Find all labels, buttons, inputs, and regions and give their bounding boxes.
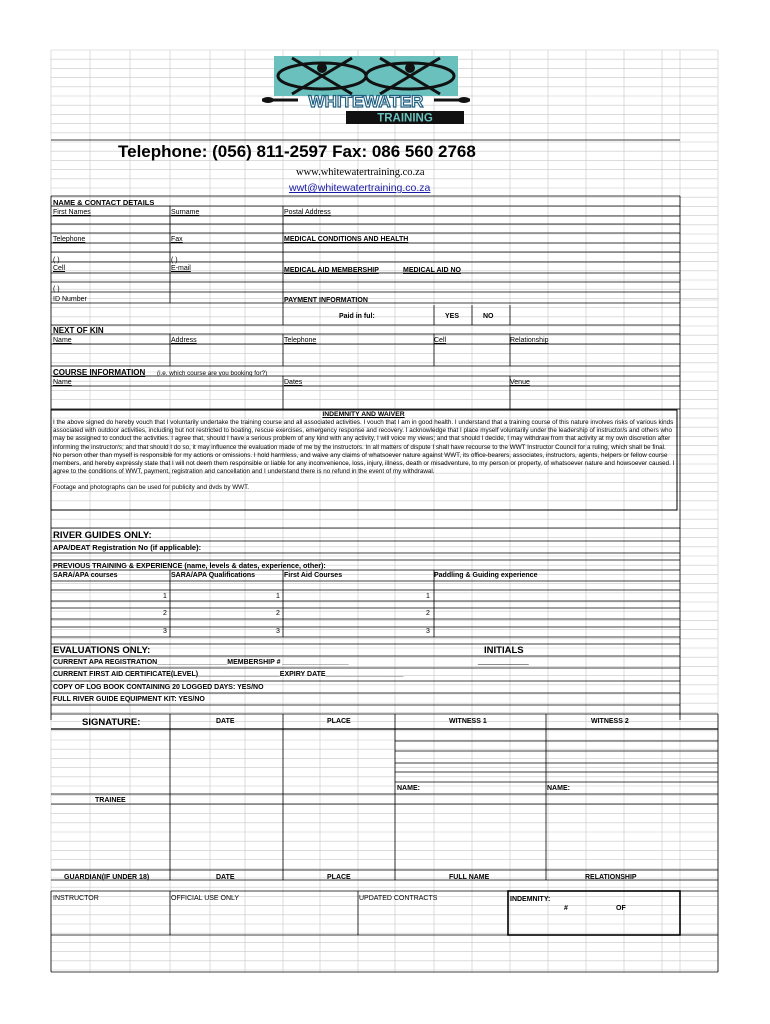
date-label: DATE xyxy=(216,718,235,725)
paid-yes-option[interactable]: YES xyxy=(445,313,460,320)
kin-address-label: Address xyxy=(171,337,197,344)
course-note: (i.e. which course are you booking for?) xyxy=(157,370,268,377)
row-number: 3 xyxy=(276,628,280,635)
paid-no-option[interactable]: NO xyxy=(483,313,494,320)
email-link[interactable]: wwt@whitewatertraining.co.za xyxy=(289,182,431,194)
initials-line[interactable]: _____________ xyxy=(478,658,529,665)
guardian-label: GUARDIAN(IF UNDER 18) xyxy=(64,874,150,881)
first-aid-cert-line: CURRENT FIRST AID CERTIFICATE(LEVEL)_____________________EXPIRY DATE____________________ xyxy=(53,671,404,678)
row-number: 1 xyxy=(276,593,280,600)
postal-address-label: Postal Address xyxy=(284,209,331,216)
row-number: 2 xyxy=(163,610,167,617)
email-label: E-mail xyxy=(171,265,191,272)
paddling-experience-label: Paddling & Guiding experience xyxy=(434,572,538,579)
cell-area-code[interactable]: ( ) xyxy=(53,286,60,293)
instructor-label: INSTRUCTOR xyxy=(53,895,99,902)
updated-contracts-label: UPDATED CONTRACTS xyxy=(359,895,438,902)
witness1-label: WITNESS 1 xyxy=(449,718,487,725)
initials-heading: INITIALS xyxy=(484,645,524,656)
kin-name-label: Name xyxy=(53,337,72,344)
course-venue-label: Venue xyxy=(510,379,530,386)
id-number-label: ID Number xyxy=(53,296,87,303)
row-number: 2 xyxy=(276,610,280,617)
kin-cell-label: Cell xyxy=(434,337,447,344)
previous-training-label: PREVIOUS TRAINING & EXPERIENCE (name, levels & dates, experience, other): xyxy=(53,561,326,570)
indemnity-text: I the above signed do hereby vouch that I voluntarily undertake the training course and all associated activities. I vouch that I am in good health. I understand that a training course of this nature involves risks of various kinds associated with outdoor activities, including but not restricted to boating, rescue exercises, emergency response and recovery. I acknowledge that I place myself voluntarily under the leadership of instructor/s and others who may be assigned to conduct the activities. I agree that, should I have a serious problem of any kind with any activity, I will voice my views; and that should I decide, I may withdraw from that activity at my own discretion after informing the instructor/s; and that should I do so, it may influence the evaluation made of me by the instructors. In all matters of dispute I shall have recourse to the WWT Instructor Council for a ruling, which shall be final. No person other than myself is responsible for my actions or omissions. I hold harmless, and waive any claims of whatsoever nature against WWT, its office-bearers, associates, instructors, agents, helpers or fellow course members, and hereby expressly state that I will not deem them responsible or liable for any inconvenience, loss, injury, illness, death or misadventure, to my person or property, of whatsoever nature and howsoever caused. I agree to the conditions of WWT, payment, registration and cancellation and I understand there is no refund in the event of my withdrawal. xyxy=(53,419,675,476)
apa-registration-line: CURRENT APA REGISTRATION__________________MEMBERSHIP # _________________ xyxy=(53,659,349,666)
surname-label: Surname xyxy=(171,209,200,216)
course-name-label: Name xyxy=(53,379,72,386)
fax-area-code[interactable]: ( ) xyxy=(171,257,178,264)
course-information-heading: COURSE INFORMATION xyxy=(53,368,146,377)
trainee-label: TRAINEE xyxy=(95,797,126,804)
row-number: 3 xyxy=(163,628,167,635)
telephone-area-code[interactable]: ( ) xyxy=(53,257,60,264)
guardian-relationship-label: RELATIONSHIP xyxy=(585,874,637,881)
witness1-name-label: NAME: xyxy=(397,785,420,792)
footage-consent-text: Footage and photographs can be used for publicity and dvds by WWT. xyxy=(53,484,250,491)
row-number: 2 xyxy=(426,610,430,617)
first-aid-courses-label: First Aid Courses xyxy=(284,572,343,579)
row-number: 3 xyxy=(426,628,430,635)
sara-courses-label: SARA/APA courses xyxy=(53,572,118,579)
witness2-label: WITNESS 2 xyxy=(591,718,629,725)
place-label: PLACE xyxy=(327,718,351,725)
indemnity-count-label: INDEMNITY: xyxy=(510,896,551,903)
log-book-line: COPY OF LOG BOOK CONTAINING 20 LOGGED DAYS: YES/NO xyxy=(53,684,264,691)
equipment-kit-line: FULL RIVER GUIDE EQUIPMENT KIT: YES/NO xyxy=(53,696,205,703)
payment-information-label: PAYMENT INFORMATION xyxy=(284,297,368,304)
logo-whitewater-text: WHITEWATER xyxy=(308,92,424,111)
indemnity-number-sign: # xyxy=(564,905,568,912)
kin-telephone-label: Telephone xyxy=(284,337,317,344)
medical-conditions-label: MEDICAL CONDITIONS AND HEALTH xyxy=(284,236,409,243)
cell-label: Cell xyxy=(53,265,66,272)
witness2-name-label: NAME: xyxy=(547,785,570,792)
river-guides-heading: RIVER GUIDES ONLY: xyxy=(53,530,152,541)
sara-qualifications-label: SARA/APA Qualifications xyxy=(171,572,256,579)
indemnity-of-label: OF xyxy=(616,905,626,912)
whitewater-training-logo xyxy=(262,54,470,126)
next-of-kin-heading: NEXT OF KIN xyxy=(53,326,104,335)
fax-label: Fax xyxy=(171,236,183,243)
first-names-label: First Names xyxy=(53,209,91,216)
evaluations-heading: EVALUATIONS ONLY: xyxy=(53,645,151,656)
apa-registration-label: APA/DEAT Registration No (if applicable): xyxy=(53,543,202,552)
guardian-date-label: DATE xyxy=(216,874,235,881)
website-link[interactable]: www.whitewatertraining.co.za xyxy=(296,167,425,178)
course-dates-label: Dates xyxy=(284,379,303,386)
indemnity-title: INDEMNITY AND WAIVER xyxy=(322,411,405,418)
guardian-place-label: PLACE xyxy=(327,874,351,881)
medical-aid-no-label: MEDICAL AID NO xyxy=(403,267,461,274)
official-use-label: OFFICIAL USE ONLY xyxy=(171,895,240,902)
row-number: 1 xyxy=(426,593,430,600)
telephone-label: Telephone xyxy=(53,236,86,243)
logo-training-text: TRAINING xyxy=(377,112,433,125)
signature-heading: SIGNATURE: xyxy=(82,717,141,728)
row-number: 1 xyxy=(163,593,167,600)
paid-in-full-label: Paid in ful: xyxy=(339,313,375,320)
kin-relationship-label: Relationship xyxy=(510,337,549,344)
phone-fax-line: Telephone: (056) 811-2597 Fax: 086 560 2768 xyxy=(118,142,476,161)
indemnity-waiver-section xyxy=(51,411,676,509)
contact-details-heading: NAME & CONTACT DETAILS xyxy=(53,198,155,207)
medical-aid-membership-label: MEDICAL AID MEMBERSHIP xyxy=(284,267,379,274)
full-name-label: FULL NAME xyxy=(449,874,490,881)
